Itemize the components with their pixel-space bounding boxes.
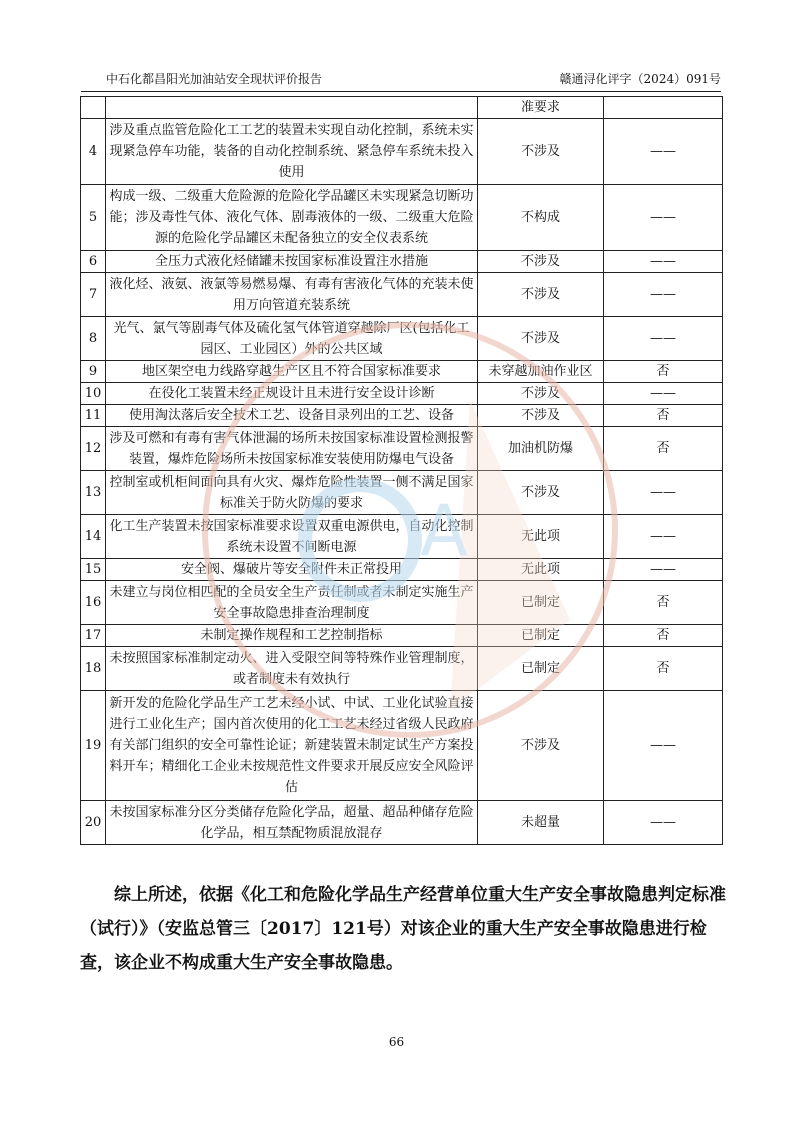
row-number-cell: 9 [81, 361, 106, 383]
row-number-cell: 13 [81, 471, 106, 515]
row-number-cell: 18 [81, 647, 106, 691]
header-rule [81, 91, 721, 92]
summary-paragraph [80, 878, 728, 980]
remark-cell: —— [604, 185, 723, 251]
row-number-cell [81, 97, 106, 119]
check-result-cell: 已制定 [478, 647, 604, 691]
remark-cell: —— [604, 471, 723, 515]
check-result-cell: 无此项 [478, 559, 604, 581]
item-description-cell: 构成一级、二级重大危险源的危险化学品罐区未实现紧急切断功能；涉及毒性气体、液化气体、剧毒液体的一级、二级重大危险源的危险化学品罐区未配备独立的安全仪表系统 [106, 185, 478, 251]
check-result-cell: 不涉及 [478, 273, 604, 317]
item-description-cell: 涉及重点监管危险化工工艺的装置未实现自动化控制，系统未实现紧急停车功能，装备的自动化控制系统、紧急停车系统未投入使用 [106, 119, 478, 185]
item-description-cell: 控制室或机柜间面向具有火灾、爆炸危险性装置一侧不满足国家标准关于防火防爆的要求 [106, 471, 478, 515]
row-number-cell: 5 [81, 185, 106, 251]
check-result-cell: 未超量 [478, 801, 604, 845]
remark-cell: —— [604, 251, 723, 273]
remark-cell: —— [604, 559, 723, 581]
remark-cell: 否 [604, 581, 723, 625]
table-row [81, 625, 723, 647]
remark-cell: 否 [604, 427, 723, 471]
item-description-cell: 未按照国家标准制定动火、进入受限空间等特殊作业管理制度，或者制度未有效执行 [106, 647, 478, 691]
item-description-cell: 使用淘汰落后安全技术工艺、设备目录列出的工艺、设备 [106, 405, 478, 427]
item-description-cell: 新开发的危险化学品生产工艺未经小试、中试、工业化试验直接进行工业化生产；国内首次使用的化工工艺未经过省级人民政府有关部门组织的安全可靠性论证；新建装置未制定试生产方案投料开车；精细化工企业未按规范性文件要求开展反应安全风险评估 [106, 691, 478, 801]
check-result-cell: 无此项 [478, 515, 604, 559]
check-result-cell: 不涉及 [478, 317, 604, 361]
row-number-cell: 6 [81, 251, 106, 273]
row-number-cell: 10 [81, 383, 106, 405]
check-result-cell: 已制定 [478, 625, 604, 647]
remark-cell: 否 [604, 647, 723, 691]
item-description-cell: 未建立与岗位相匹配的全员安全生产责任制或者未制定实施生产安全事故隐患排查治理制度 [106, 581, 478, 625]
row-number-cell: 14 [81, 515, 106, 559]
check-result-cell: 不涉及 [478, 119, 604, 185]
table-row [81, 559, 723, 581]
table-row [81, 383, 723, 405]
row-number-cell: 15 [81, 559, 106, 581]
table-row [81, 691, 723, 801]
summary-text: 综上所述，依据《化工和危险化学品生产经营单位重大生产安全事故隐患判定标准（试行）》（安监总管三〔2017〕121号）对该企业的重大生产安全事故隐患进行检查，该企业不构成重大生产安全事故隐患。 [80, 885, 726, 973]
table-row [81, 647, 723, 691]
table-row [81, 471, 723, 515]
table-row [81, 405, 723, 427]
page-header [81, 70, 721, 87]
table-row [81, 119, 723, 185]
check-result-cell: 准要求 [478, 97, 604, 119]
remark-cell: 否 [604, 361, 723, 383]
item-description-cell: 安全阀、爆破片等安全附件未正常投用 [106, 559, 478, 581]
check-result-cell: 不涉及 [478, 251, 604, 273]
item-description-cell: 未按国家标准分区分类储存危险化学品，超量、超品种储存危险化学品，相互禁配物质混放混存 [106, 801, 478, 845]
row-number-cell: 8 [81, 317, 106, 361]
item-description-cell: 未制定操作规程和工艺控制指标 [106, 625, 478, 647]
remark-cell: —— [604, 801, 723, 845]
check-result-cell: 不涉及 [478, 405, 604, 427]
remark-cell [604, 97, 723, 119]
remark-cell: —— [604, 515, 723, 559]
check-result-cell: 已制定 [478, 581, 604, 625]
remark-cell: 否 [604, 625, 723, 647]
report-number: 赣通浔化评字（2024）091号 [559, 72, 721, 86]
table-row [81, 515, 723, 559]
row-number-cell: 20 [81, 801, 106, 845]
table-row [81, 801, 723, 845]
table-row [81, 185, 723, 251]
item-description-cell: 化工生产装置未按国家标准要求设置双重电源供电，自动化控制系统未设置不间断电源 [106, 515, 478, 559]
check-result-cell: 不涉及 [478, 471, 604, 515]
table-row [81, 361, 723, 383]
item-description-cell: 涉及可燃和有毒有害气体泄漏的场所未按国家标准设置检测报警装置，爆炸危险场所未按国家标准安装使用防爆电气设备 [106, 427, 478, 471]
logo-letter-a: A [420, 490, 468, 572]
item-description-cell: 光气、氯气等剧毒气体及硫化氢气体管道穿越除厂区(包括化工园区、工业园区）外的公共区域 [106, 317, 478, 361]
item-description-cell: 液化烃、液氨、液氯等易燃易爆、有毒有害液化气体的充装未使用万向管道充装系统 [106, 273, 478, 317]
remark-cell: —— [604, 383, 723, 405]
check-result-cell: 不构成 [478, 185, 604, 251]
check-result-cell: 未穿越加油作业区 [478, 361, 604, 383]
row-number-cell: 17 [81, 625, 106, 647]
table-row [81, 251, 723, 273]
remark-cell: —— [604, 119, 723, 185]
table-row [81, 97, 723, 119]
check-result-cell: 加油机防爆 [478, 427, 604, 471]
remark-cell: —— [604, 691, 723, 801]
row-number-cell: 19 [81, 691, 106, 801]
report-title: 中石化都昌阳光加油站安全现状评价报告 [106, 72, 323, 86]
row-number-cell: 16 [81, 581, 106, 625]
table-row [81, 427, 723, 471]
check-result-cell: 不涉及 [478, 691, 604, 801]
page-number: 66 [388, 1035, 405, 1049]
table-row [81, 273, 723, 317]
remark-cell: —— [604, 273, 723, 317]
check-result-cell: 不涉及 [478, 383, 604, 405]
row-number-cell: 7 [81, 273, 106, 317]
hazard-check-table [80, 96, 723, 845]
item-description-cell: 在役化工装置未经正规设计且未进行安全设计诊断 [106, 383, 478, 405]
remark-cell: —— [604, 317, 723, 361]
row-number-cell: 4 [81, 119, 106, 185]
table-row [81, 317, 723, 361]
row-number-cell: 12 [81, 427, 106, 471]
item-description-cell: 全压力式液化烃储罐未按国家标准设置注水措施 [106, 251, 478, 273]
row-number-cell: 11 [81, 405, 106, 427]
remark-cell: 否 [604, 405, 723, 427]
table-body [81, 97, 723, 845]
item-description-cell: 地区架空电力线路穿越生产区且不符合国家标准要求 [106, 361, 478, 383]
table-row [81, 581, 723, 625]
item-description-cell [106, 97, 478, 119]
